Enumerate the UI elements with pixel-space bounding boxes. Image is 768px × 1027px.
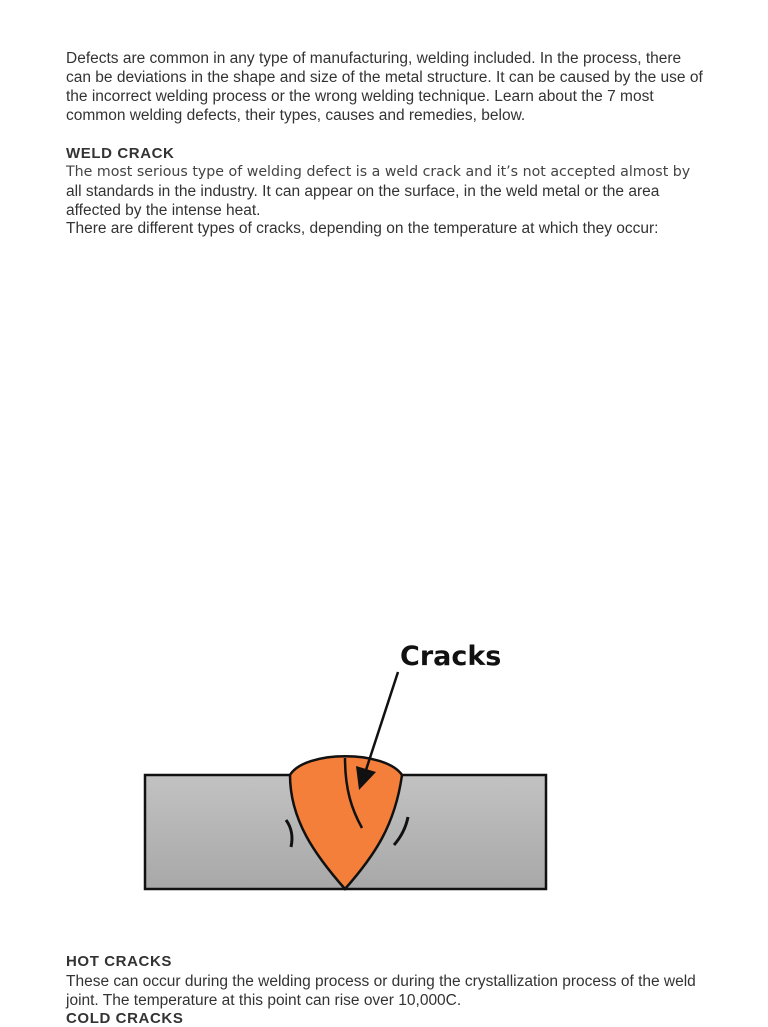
weld-crack-diagram [140, 630, 560, 900]
cold-cracks-heading: COLD CRACKS [66, 1010, 184, 1027]
hot-cracks-heading: HOT CRACKS [66, 953, 172, 970]
weld-crack-paragraph-line1: The most serious type of welding defect is a weld crack and it’s not accepted almost by [66, 164, 691, 180]
cracks-label: Cracks [400, 641, 502, 672]
weld-crack-paragraph-rest: all standards in the industry. It can appear on the surface, in the weld metal or the area affected by the intense heat. [66, 183, 660, 219]
weld-crack-illustration [140, 630, 560, 900]
weld-crack-heading: WELD CRACK [66, 145, 175, 162]
hot-cracks-paragraph: These can occur during the welding process or during the crystallization process of the weld joint. The temperature at this point can rise over 10,000C. [66, 973, 696, 1009]
intro-paragraph: Defects are common in any type of manufacturing, welding included. In the process, there can be deviations in the shape and size of the metal structure. It can be caused by the use of the incorrect welding process or the wrong welding technique. Learn about the 7 most common welding defects, their types, causes and remedies, below. [66, 50, 703, 124]
weld-crack-paragraph [66, 162, 706, 220]
crack-types-intro: There are different types of cracks, depending on the temperature at which they occur: [66, 220, 659, 237]
arrow-shaft [366, 672, 398, 770]
